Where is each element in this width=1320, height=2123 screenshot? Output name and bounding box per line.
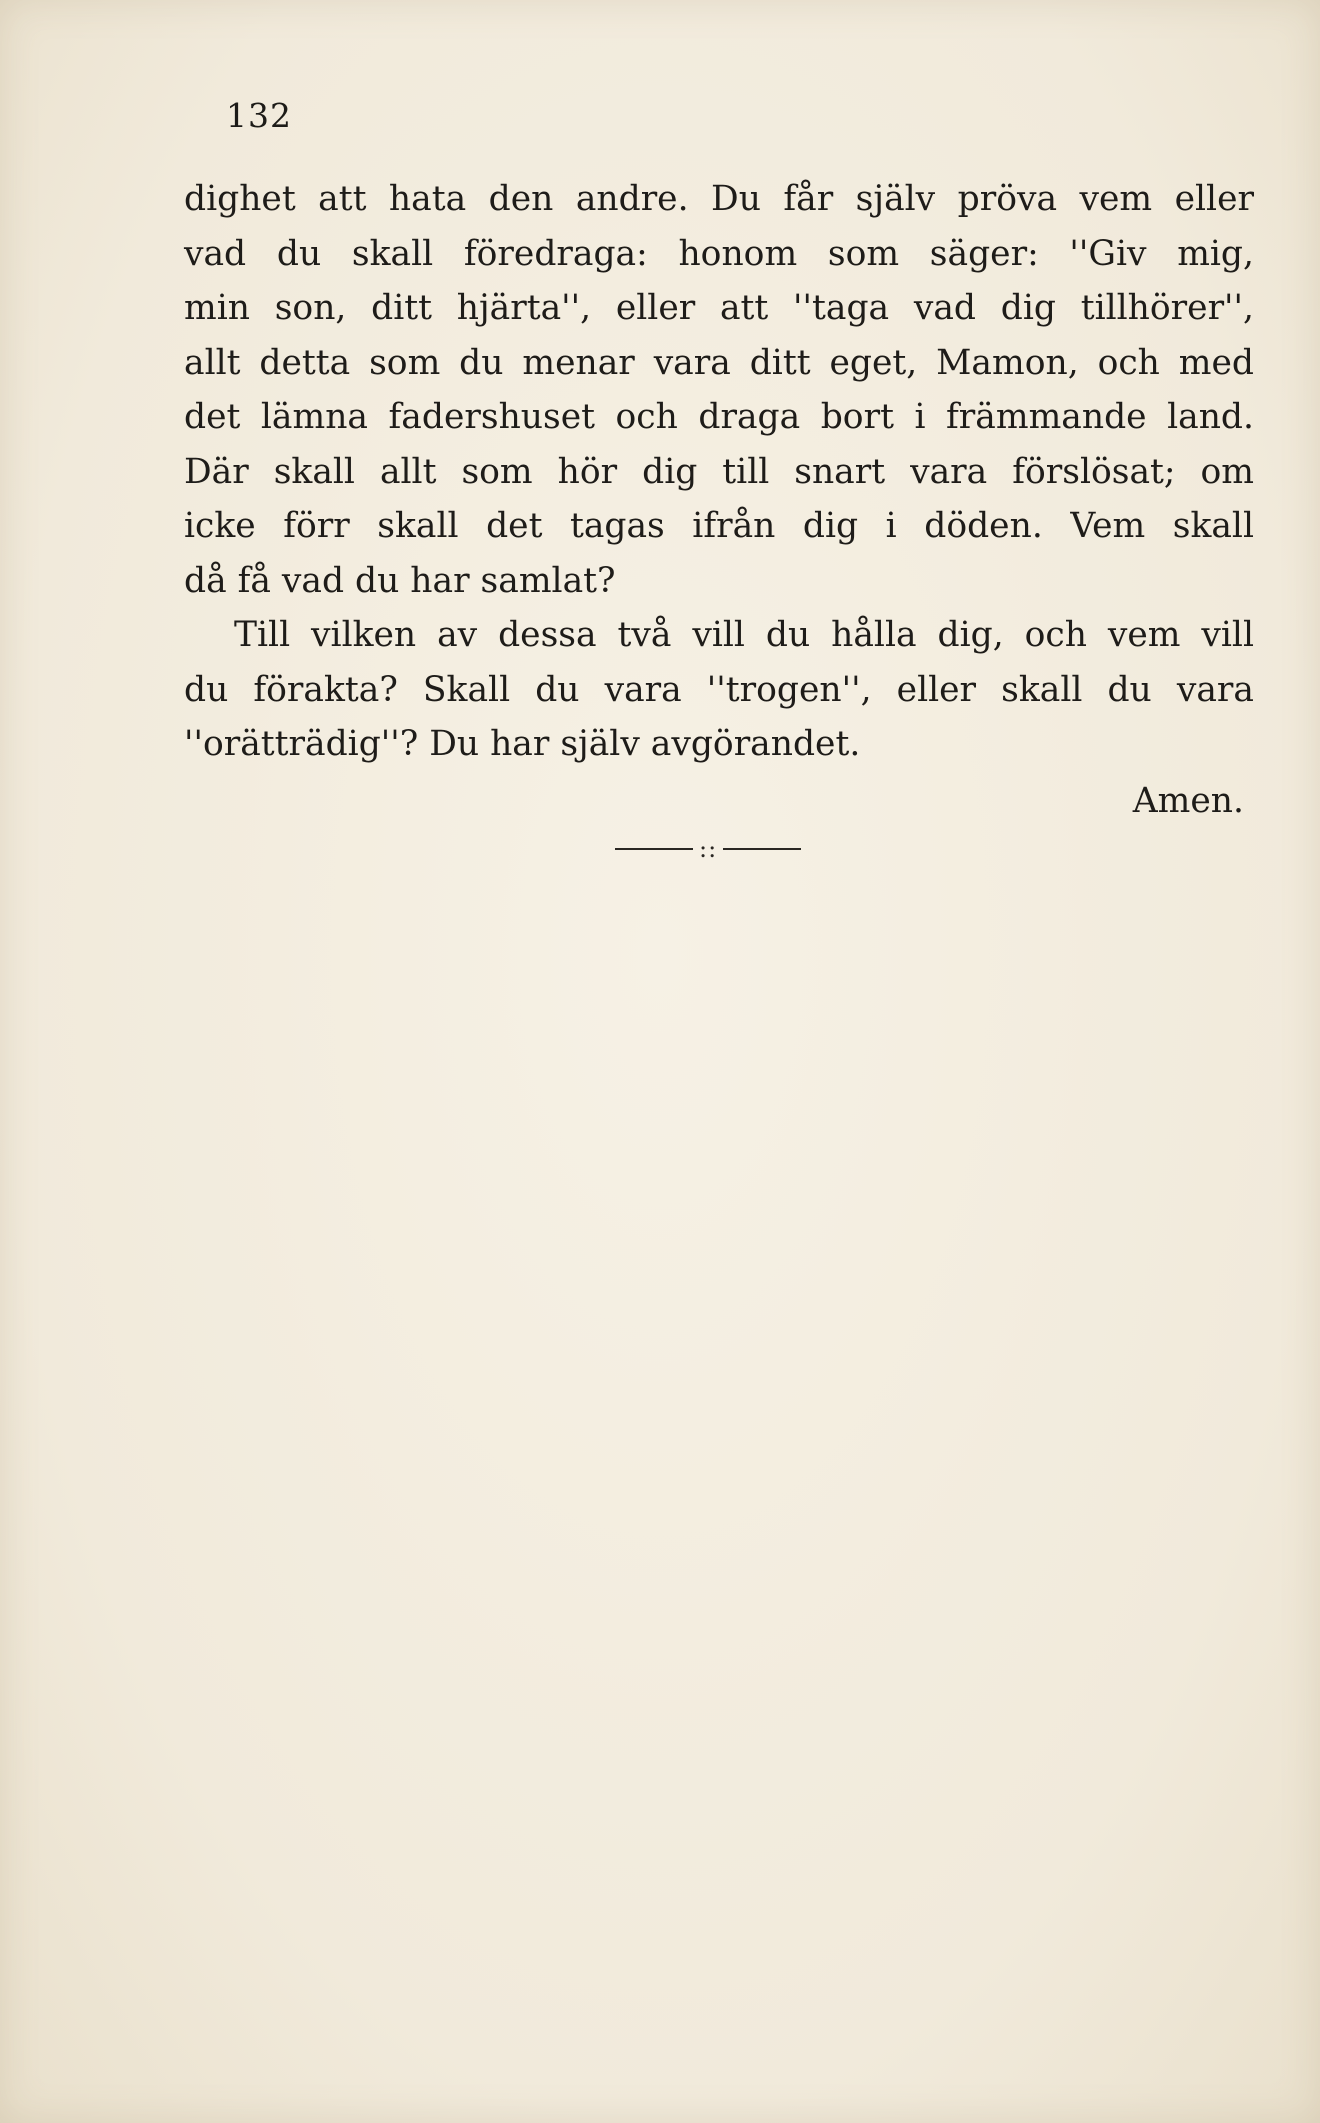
page-number: 132: [226, 96, 292, 135]
divider-mark: ::: [699, 835, 718, 863]
text-line: Till vilken av dessa två vill du hålla dig, och vem vill: [234, 615, 1254, 655]
text-line: du förakta? Skall du vara ''trogen'', eller skall du vara: [184, 669, 1254, 710]
paragraph-2: [184, 608, 1254, 772]
text-line: då få vad du har samlat?: [184, 560, 616, 601]
text-line: det lämna fadershuset och draga bort i främmande land.: [184, 397, 1254, 437]
signoff: Amen.: [1132, 781, 1244, 821]
text-line: Där skall allt som hör dig till snart vara förslösat; om: [184, 451, 1254, 492]
text-line: min son, ditt hjärta'', eller att ''taga vad dig tillhörer'',: [184, 288, 1254, 328]
divider-rule-right: [723, 848, 801, 850]
section-divider: [615, 835, 801, 863]
text-line: vad du skall föredraga: honom som säger: ''Giv mig,: [184, 233, 1254, 274]
text-line: icke förr skall det tagas ifrån dig i döden. Vem skall: [184, 506, 1254, 546]
divider-rule-left: [615, 848, 693, 850]
text-line: dighet att hata den andre. Du får själv pröva vem eller: [184, 179, 1254, 219]
body-text: [184, 172, 1254, 772]
text-line: ''orätträdig''? Du har själv avgörandet.: [184, 724, 861, 764]
paragraph-1: [184, 172, 1254, 608]
text-line: allt detta som du menar vara ditt eget, Mamon, och med: [184, 342, 1254, 383]
